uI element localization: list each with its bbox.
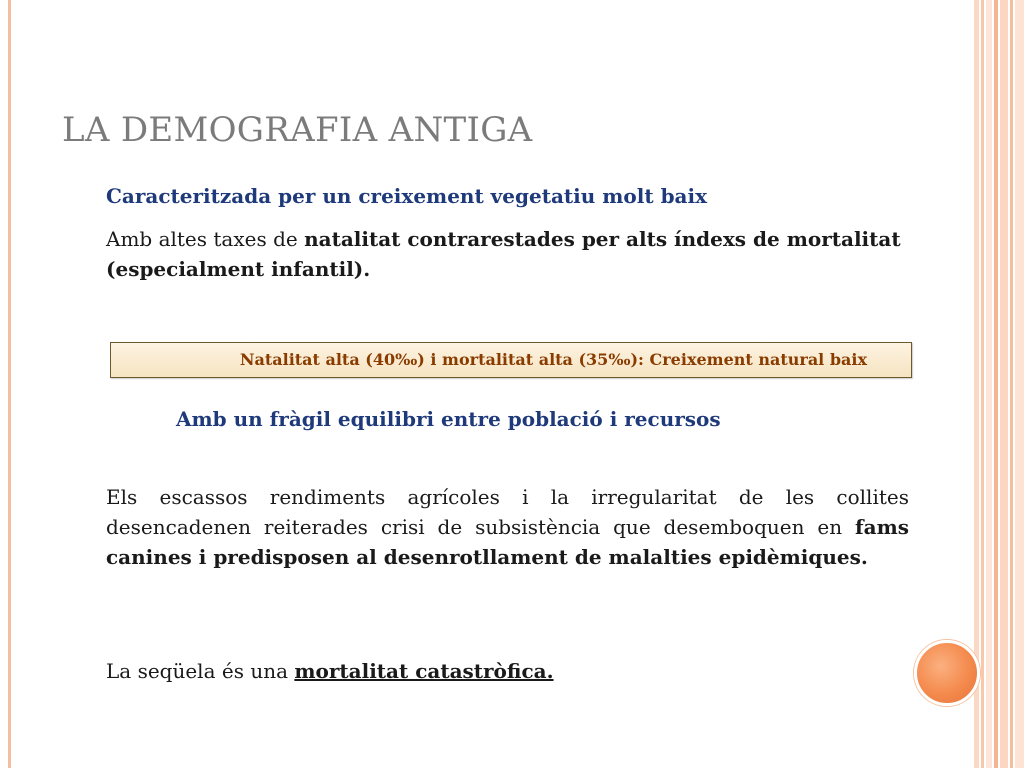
slide-subtitle: Caracteritzada per un creixement vegetatiu molt baix (106, 184, 708, 208)
paragraph-sequela (106, 656, 909, 686)
mortalitat-catastrofica-text: mortalitat catastròfica. (294, 659, 554, 683)
paragraph-natalitat-text: Amb altes taxes de (106, 227, 305, 251)
paragraph-sequela-text: La seqüela és una (106, 659, 295, 683)
paragraph-crisi-bold: fams canines i predisposen al desenrotllament de malalties epidèmiques. (106, 515, 909, 569)
right-decorative-stripes (974, 0, 1024, 768)
paragraph-crisi-text: Els escassos rendiments agrícoles i la irregularitat de les collites desencadenen reiterades crisi de subsistència que desemboquen en (106, 485, 909, 539)
orange-circle-decoration (914, 640, 980, 706)
natalitat-mortalitat-box: Natalitat alta (40‰) i mortalitat alta (35‰): Creixement natural baix (110, 342, 912, 378)
paragraph-natalitat-bold: natalitat contrarestades per alts índexs de mortalitat (especialment infantil). (106, 227, 901, 281)
paragraph-crisi (106, 482, 909, 572)
left-decorative-line (8, 0, 11, 768)
equilibri-heading: Amb un fràgil equilibri entre població i recursos (176, 407, 721, 431)
paragraph-natalitat (106, 224, 909, 284)
slide-title: LA DEMOGRAFIA ANTIGA (62, 110, 533, 150)
